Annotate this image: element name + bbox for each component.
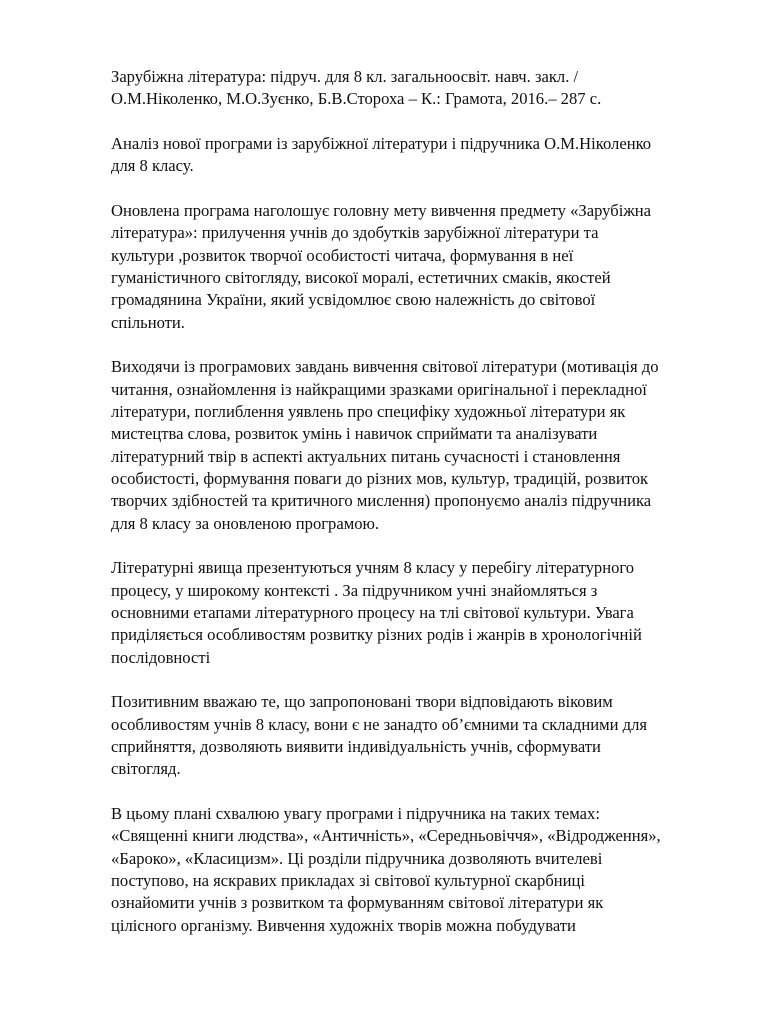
text-line: особливостям учнів 8 класу, вони є не занадто об’ємними та складними для (111, 714, 648, 734)
text-line: літератури, поглиблення уявлень про специфіку художньої літератури як (111, 402, 626, 422)
text-line: Аналіз нової програми із зарубіжної літератури і підручника О.М.Ніколенко (111, 134, 652, 154)
text-line: «Бароко», «Класицизм». Ці розділи підручника дозволяють вчителеві (111, 848, 603, 868)
text-line: для 8 класу. (111, 156, 194, 176)
text-line: гуманістичного світогляду, високої моралі, естетичних смаків, якостей (111, 268, 611, 288)
text-line: сприйняття, дозволяють виявити індивідуальність учнів, сформувати (111, 736, 601, 756)
text-line: Літературні явища презентуються учням 8 класу у перебігу літературного (111, 558, 635, 578)
text-line: культури ,розвиток творчої особистості читача, формування в неї (111, 245, 574, 265)
text-line: мистецтва слова, розвиток умінь і навичок сприймати та аналізувати (111, 424, 598, 444)
text-line: світогляд. (111, 759, 181, 779)
text-line: основними етапами літературного процесу на тлі світової культури. Увага (111, 602, 634, 622)
heading-paragraph (111, 133, 721, 178)
text-line: Оновлена програма наголошує головну мету вивчення предмету «Зарубіжна (111, 201, 652, 221)
text-line: Зарубіжна література: підруч. для 8 кл. загальноосвіт. навч. закл. / (111, 67, 579, 86)
text-line: творчих здібностей та критичного мислення) пропонуємо аналіз підручника (111, 491, 652, 511)
text-line: послідовності (111, 647, 211, 667)
document-body (111, 66, 721, 959)
body-paragraph (111, 200, 721, 334)
text-line: Позитивним вважаю те, що запропоновані твори відповідають віковим (111, 692, 613, 712)
text-line: читання, ознайомлення із найкращими зразками оригінальної і перекладної (111, 379, 647, 399)
text-line: поступово, на яскравих прикладах зі світової культурної скарбниці (111, 870, 586, 890)
text-line: особистості, формування поваги до різних мов, культур, традицій, розвиток (111, 468, 649, 488)
text-line: О.М.Ніколенко, М.О.Зуєнко, Б.В.Стороха – К.: Грамота, 2016.– 287 с. (111, 89, 602, 109)
text-line: громадянина України, який усвідомлює свою належність до світової (111, 290, 596, 310)
text-line: літературний твір в аспекті актуальних питань сучасності і становлення (111, 446, 621, 466)
text-line: ознайомити учнів з розвитком та формуванням світової літератури як (111, 893, 604, 913)
citation-paragraph (111, 66, 721, 111)
text-line: цілісного організму. Вивчення художніх творів можна побудувати (111, 915, 576, 935)
text-line: приділяється особливостям розвитку різних родів і жанрів в хронологічній (111, 625, 642, 645)
text-line: процесу, у широкому контексті . За підручником учні знайомляться з (111, 580, 598, 600)
body-paragraph (111, 557, 721, 668)
body-paragraph (111, 803, 721, 937)
body-paragraph (111, 691, 721, 780)
text-line: для 8 класу за оновленою програмою. (111, 513, 380, 533)
text-line: спільноти. (111, 312, 185, 332)
text-line: література»: прилучення учнів до здобутків зарубіжної літератури та (111, 223, 599, 243)
text-line: Виходячи із програмових завдань вивчення світової літератури (мотивація до (111, 357, 659, 377)
text-line: В цьому плані схвалюю увагу програми і підручника на таких темах: (111, 804, 600, 824)
body-paragraph (111, 356, 721, 534)
text-line: «Священні книги людства», «Античність», «Середньовіччя», «Відродження», (111, 826, 661, 846)
